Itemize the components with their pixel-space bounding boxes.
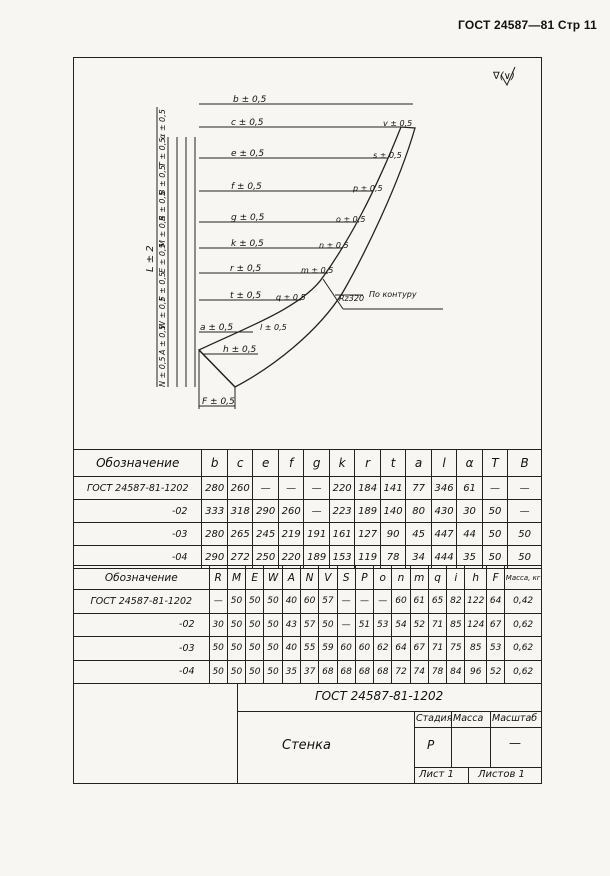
t1-cell: 127 <box>355 523 380 546</box>
t2-cell: 74 <box>410 660 428 684</box>
dim-m: m ± 0,5 <box>301 266 334 275</box>
t1-cell: — <box>253 477 278 500</box>
t2-cell: 50 <box>246 590 264 614</box>
t2-cell: 71 <box>428 637 446 661</box>
t2-cell: 64 <box>392 637 410 661</box>
t1-cell: 318 <box>227 500 252 523</box>
t1-cell: 140 <box>380 500 405 523</box>
t2-cell: 65 <box>428 590 446 614</box>
t2-header: q <box>428 566 446 590</box>
t2-cell: — <box>374 590 392 614</box>
t2-header: n <box>392 566 410 590</box>
t2-cell: 59 <box>319 637 337 661</box>
dim-p: p ± 0,5 <box>353 184 383 193</box>
t1-cell: 191 <box>304 523 329 546</box>
t1-header: k <box>329 450 354 477</box>
dim-v: v ± 0,5 <box>383 119 413 128</box>
t2-cell: 0,42 <box>505 590 542 614</box>
t1-header: a <box>406 450 431 477</box>
table-row <box>74 637 542 661</box>
dimensions-table-1 <box>73 449 542 569</box>
stage-label: Стадия <box>416 713 453 724</box>
t2-cell: 124 <box>465 613 487 637</box>
t2-cell: 43 <box>282 613 300 637</box>
t2-cell: 50 <box>264 613 282 637</box>
t2-cell: 72 <box>392 660 410 684</box>
sheets-total: Листов 1 <box>478 769 525 780</box>
dim-E: E ± 0,5 <box>158 243 167 273</box>
title-block-code: ГОСТ 24587-81-1202 <box>315 689 444 703</box>
t2-cell: 37 <box>300 660 318 684</box>
dim-c: c ± 0,5 <box>231 118 264 128</box>
t1-cell: — <box>482 477 507 500</box>
t2-cell: 96 <box>465 660 487 684</box>
t2-cell: 60 <box>300 590 318 614</box>
t2-cell: 0,62 <box>505 613 542 637</box>
t2-cell: 57 <box>319 590 337 614</box>
t1-header: b <box>202 450 227 477</box>
t2-cell: 53 <box>487 637 505 661</box>
dim-g: g ± 0,5 <box>231 213 265 223</box>
t2-cell: 50 <box>227 660 245 684</box>
t1-cell: 80 <box>406 500 431 523</box>
dim-B: B ± 0,5 <box>158 165 167 195</box>
t2-header: h <box>465 566 487 590</box>
t1-cell: 78 <box>380 546 405 569</box>
t2-cell: 40 <box>282 590 300 614</box>
t2-cell: 67 <box>410 637 428 661</box>
t1-cell: — <box>278 477 303 500</box>
t2-header: A <box>282 566 300 590</box>
t1-cell: -02 <box>74 500 202 523</box>
t1-cell: -04 <box>74 546 202 569</box>
t1-header: α <box>457 450 482 477</box>
table-row <box>74 523 542 546</box>
t1-cell: ГОСТ 24587-81-1202 <box>74 477 202 500</box>
t2-cell: 50 <box>264 637 282 661</box>
dim-W: W ± 0,5 <box>158 296 167 329</box>
t1-cell: 189 <box>355 500 380 523</box>
t1-header: f <box>278 450 303 477</box>
dim-l: l ± 0,5 <box>260 323 287 332</box>
t1-cell: 245 <box>253 523 278 546</box>
t1-header: e <box>253 450 278 477</box>
t2-cell: 50 <box>264 660 282 684</box>
t1-cell: 280 <box>202 477 227 500</box>
rz-label: Rz320 <box>339 294 365 303</box>
t1-header-designation: Обозначение <box>74 450 202 477</box>
t1-cell: 223 <box>329 500 354 523</box>
scale-label: Масштаб <box>492 713 538 724</box>
t2-header: S <box>337 566 355 590</box>
t1-cell: 430 <box>431 500 456 523</box>
t1-cell: 90 <box>380 523 405 546</box>
t1-cell: 45 <box>406 523 431 546</box>
t2-cell: 50 <box>227 590 245 614</box>
dim-o: o ± 0,5 <box>336 215 366 224</box>
t2-cell: 50 <box>264 590 282 614</box>
dim-N: N ± 0,5 <box>158 356 167 387</box>
t2-cell: 85 <box>465 637 487 661</box>
t1-cell: 280 <box>202 523 227 546</box>
t1-header: B <box>508 450 542 477</box>
t1-cell: 30 <box>457 500 482 523</box>
t1-cell: 184 <box>355 477 380 500</box>
dim-A: A ± 0,5 <box>158 325 167 355</box>
part-name: Стенка <box>282 738 331 753</box>
t1-cell: 220 <box>329 477 354 500</box>
t1-cell: 119 <box>355 546 380 569</box>
t1-cell: 265 <box>227 523 252 546</box>
table-row <box>74 477 542 500</box>
dimensions-table-2 <box>73 565 542 684</box>
t1-cell: 44 <box>457 523 482 546</box>
t2-cell: 0,62 <box>505 637 542 661</box>
t2-cell: 62 <box>374 637 392 661</box>
t2-cell: 40 <box>282 637 300 661</box>
t2-cell: 30 <box>209 613 227 637</box>
dim-r: r ± 0,5 <box>230 264 262 274</box>
t1-cell: 50 <box>482 500 507 523</box>
dim-h: h ± 0,5 <box>223 345 257 355</box>
t2-cell: 50 <box>227 637 245 661</box>
t1-cell: 34 <box>406 546 431 569</box>
roughness-mark: ∇(∨) <box>493 71 515 82</box>
t2-cell: 78 <box>428 660 446 684</box>
mass-label: Масса <box>453 713 484 724</box>
dim-f: f ± 0,5 <box>231 182 262 192</box>
t2-cell: 55 <box>300 637 318 661</box>
table-row <box>74 660 542 684</box>
dim-b: b ± 0,5 <box>233 95 267 105</box>
t1-header: l <box>431 450 456 477</box>
t2-cell: 50 <box>246 660 264 684</box>
t2-cell: 0,62 <box>505 660 542 684</box>
t2-cell: 64 <box>487 590 505 614</box>
t2-cell: 52 <box>410 613 428 637</box>
t1-cell: 272 <box>227 546 252 569</box>
dim-a: a ± 0,5 <box>200 323 234 333</box>
table-row <box>74 500 542 523</box>
t2-cell: 50 <box>227 613 245 637</box>
dim-k: k ± 0,5 <box>231 239 264 249</box>
t2-cell: 84 <box>447 660 465 684</box>
t1-header: r <box>355 450 380 477</box>
t1-cell: 50 <box>508 523 542 546</box>
t2-cell: 50 <box>246 613 264 637</box>
t2-cell: — <box>209 590 227 614</box>
t1-cell: 61 <box>457 477 482 500</box>
table-row <box>74 590 542 614</box>
dim-t: t ± 0,5 <box>230 291 262 301</box>
t1-cell: 50 <box>482 523 507 546</box>
t1-cell: 35 <box>457 546 482 569</box>
t2-header: i <box>447 566 465 590</box>
t1-cell: 250 <box>253 546 278 569</box>
t1-cell: 161 <box>329 523 354 546</box>
t1-cell: 153 <box>329 546 354 569</box>
t1-cell: 290 <box>202 546 227 569</box>
t2-cell: 52 <box>487 660 505 684</box>
dim-F-left: F ± 0,5 <box>158 271 167 301</box>
rz-note: По контуру <box>369 290 417 299</box>
t2-cell: 85 <box>447 613 465 637</box>
part-drawing <box>73 57 542 452</box>
t2-cell: 68 <box>355 660 373 684</box>
dim-F: F ± 0,5 <box>202 397 235 407</box>
t1-cell: 50 <box>508 546 542 569</box>
t1-cell: — <box>304 500 329 523</box>
dim-R: R ± 0,5 <box>158 190 167 221</box>
t2-cell: 50 <box>319 613 337 637</box>
t1-cell: 219 <box>278 523 303 546</box>
t1-cell: 220 <box>278 546 303 569</box>
t2-cell: — <box>337 613 355 637</box>
t2-cell: 60 <box>392 590 410 614</box>
t2-header-mass: Масса, кг <box>505 566 542 590</box>
t1-header: g <box>304 450 329 477</box>
t1-cell: — <box>304 477 329 500</box>
t2-cell: 35 <box>282 660 300 684</box>
t1-cell: -03 <box>74 523 202 546</box>
t1-cell: 50 <box>482 546 507 569</box>
t2-header: P <box>355 566 373 590</box>
t2-cell: 68 <box>319 660 337 684</box>
t2-header: E <box>246 566 264 590</box>
t1-cell: 333 <box>202 500 227 523</box>
t2-header: o <box>374 566 392 590</box>
stage-value: Р <box>427 738 435 752</box>
page-header: ГОСТ 24587—81 Стр 11 <box>458 18 597 32</box>
t2-cell: 60 <box>337 637 355 661</box>
t2-cell: 57 <box>300 613 318 637</box>
t2-cell: 54 <box>392 613 410 637</box>
dim-e: e ± 0,5 <box>231 149 265 159</box>
t1-header: t <box>380 450 405 477</box>
t2-header: m <box>410 566 428 590</box>
t2-header: N <box>300 566 318 590</box>
dim-n: n ± 0,5 <box>319 241 349 250</box>
t1-header: T <box>482 450 507 477</box>
t1-cell: 77 <box>406 477 431 500</box>
t2-cell: 51 <box>355 613 373 637</box>
t1-cell: — <box>508 500 542 523</box>
t2-cell: 50 <box>209 637 227 661</box>
t2-cell: 60 <box>355 637 373 661</box>
t1-cell: 260 <box>278 500 303 523</box>
t2-cell: 50 <box>246 637 264 661</box>
t2-cell: 61 <box>410 590 428 614</box>
t2-cell: ГОСТ 24587-81-1202 <box>74 590 210 614</box>
t2-header: F <box>487 566 505 590</box>
t1-cell: 447 <box>431 523 456 546</box>
t2-cell: -03 <box>74 637 210 661</box>
sheet-number: Лист 1 <box>419 769 454 780</box>
t2-cell: 68 <box>374 660 392 684</box>
t2-cell: 50 <box>209 660 227 684</box>
t2-cell: 82 <box>447 590 465 614</box>
t2-cell: 68 <box>337 660 355 684</box>
t1-cell: 444 <box>431 546 456 569</box>
scale-value: — <box>509 736 521 750</box>
t1-header: c <box>227 450 252 477</box>
t1-cell: 189 <box>304 546 329 569</box>
t2-cell: — <box>355 590 373 614</box>
dim-T: T ± 0,5 <box>158 137 167 167</box>
t1-cell: 141 <box>380 477 405 500</box>
t2-cell: 71 <box>428 613 446 637</box>
t2-cell: — <box>337 590 355 614</box>
t2-header: W <box>264 566 282 590</box>
t1-cell: 290 <box>253 500 278 523</box>
t1-cell: 260 <box>227 477 252 500</box>
t2-header-designation: Обозначение <box>74 566 210 590</box>
table-row <box>74 613 542 637</box>
t2-cell: 53 <box>374 613 392 637</box>
dim-s: s ± 0,5 <box>373 151 402 160</box>
dim-M: M ± 0,5 <box>158 215 167 247</box>
t1-cell: — <box>508 477 542 500</box>
t2-cell: 75 <box>447 637 465 661</box>
t2-cell: -04 <box>74 660 210 684</box>
dim-L: L ± 2 <box>145 245 156 272</box>
t2-cell: 67 <box>487 613 505 637</box>
t2-header: M <box>227 566 245 590</box>
dim-alpha: α ± 0,5 <box>158 109 167 139</box>
t2-header: V <box>319 566 337 590</box>
t2-cell: 122 <box>465 590 487 614</box>
t2-cell: -02 <box>74 613 210 637</box>
t2-header: R <box>209 566 227 590</box>
dim-q: q ± 0,5 <box>276 293 306 302</box>
t1-cell: 346 <box>431 477 456 500</box>
